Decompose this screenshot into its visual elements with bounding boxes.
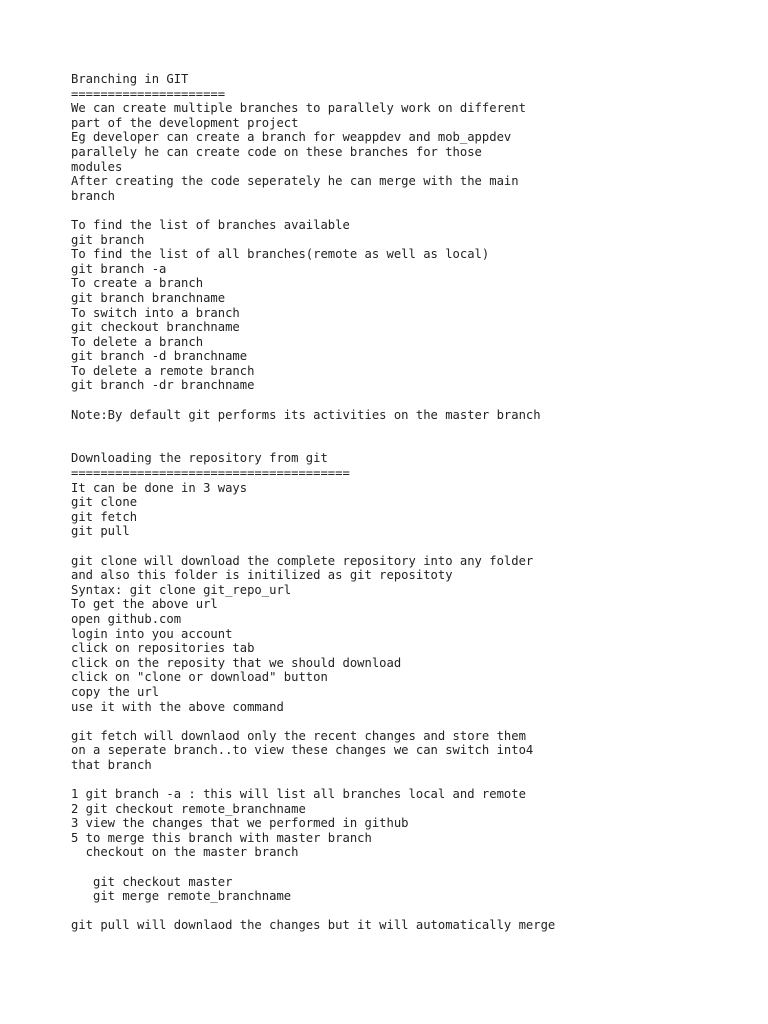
- document-line: part of the development project: [71, 115, 299, 130]
- document-line: To find the list of branches available: [71, 217, 350, 232]
- document-line: To create a branch: [71, 276, 204, 291]
- document-line: To switch into a branch: [71, 305, 240, 320]
- document-line: copy the url: [71, 684, 160, 699]
- document-line: click on the reposity that we should download: [71, 655, 402, 670]
- document-line: parallely he can create code on these branches for those: [71, 144, 482, 159]
- document-line: git pull will downlaod the changes but it will automatically merge: [71, 918, 556, 933]
- document-line: login into you account: [71, 626, 233, 641]
- document-line: checkout on the master branch: [71, 845, 299, 860]
- document-line: git branch -d branchname: [71, 349, 248, 364]
- document-line: Downloading the repository from git: [71, 451, 328, 466]
- document-line: Branching in GIT: [71, 72, 189, 86]
- document-line: click on "clone or download" button: [71, 670, 328, 685]
- document-line: 2 git checkout remote_branchname: [71, 801, 306, 816]
- document-line: 3 view the changes that we performed in github: [71, 816, 409, 831]
- document-line: git clone will download the complete repository into any folder: [71, 553, 534, 568]
- document-line: It can be done in 3 ways: [71, 480, 248, 495]
- document-line: 1 git branch -a : this will list all branches local and remote: [71, 787, 526, 802]
- document-line: To get the above url: [71, 597, 218, 612]
- document-line: =====================: [71, 86, 226, 101]
- document-line: [71, 714, 751, 729]
- document-line: [71, 539, 751, 554]
- document-line: git branch -a: [71, 261, 167, 276]
- document-line: git checkout master: [71, 874, 233, 889]
- document-line: git merge remote_branchname: [71, 889, 292, 904]
- document-line: Eg developer can create a branch for weappdev and mob_appdev: [71, 130, 512, 145]
- document-line: 5 to merge this branch with master branch: [71, 830, 372, 845]
- document-line: [71, 393, 751, 408]
- document-line: [71, 860, 751, 875]
- document-line: ======================================: [71, 466, 350, 481]
- document-line: [71, 437, 751, 452]
- document-line: click on repositories tab: [71, 641, 255, 656]
- document-line: and also this folder is initilized as git repositoty: [71, 568, 453, 583]
- document-line: git fetch: [71, 509, 138, 524]
- document-line: on a seperate branch..to view these changes we can switch into4: [71, 743, 534, 758]
- document-line: git branch branchname: [71, 290, 226, 305]
- document-line: To find the list of all branches(remote as well as local): [71, 247, 490, 262]
- document-line: We can create multiple branches to parallely work on different: [71, 101, 526, 116]
- document-line: modules: [71, 159, 123, 174]
- document-line: [71, 904, 751, 919]
- document-line: [71, 203, 751, 218]
- document-line: that branch: [71, 757, 152, 772]
- document-line: [71, 773, 751, 788]
- document-line: To delete a branch: [71, 334, 204, 349]
- document-line: After creating the code seperately he can merge with the main: [71, 174, 519, 189]
- document-line: To delete a remote branch: [71, 363, 255, 378]
- document-line: open github.com: [71, 611, 182, 626]
- document-line: git branch: [71, 232, 145, 247]
- document-line: branch: [71, 188, 116, 203]
- document-line: use it with the above command: [71, 699, 284, 714]
- document-line: Syntax: git clone git_repo_url: [71, 582, 292, 597]
- document-line: git fetch will downlaod only the recent changes and store them: [71, 728, 526, 743]
- document-line: git branch -dr branchname: [71, 378, 255, 393]
- document-line: git clone: [71, 495, 138, 510]
- document-line: [71, 422, 751, 437]
- document-line: git pull: [71, 524, 130, 539]
- document-line: git checkout branchname: [71, 320, 240, 335]
- document-line: Note:By default git performs its activities on the master branch: [71, 407, 541, 422]
- document-page: [71, 72, 751, 933]
